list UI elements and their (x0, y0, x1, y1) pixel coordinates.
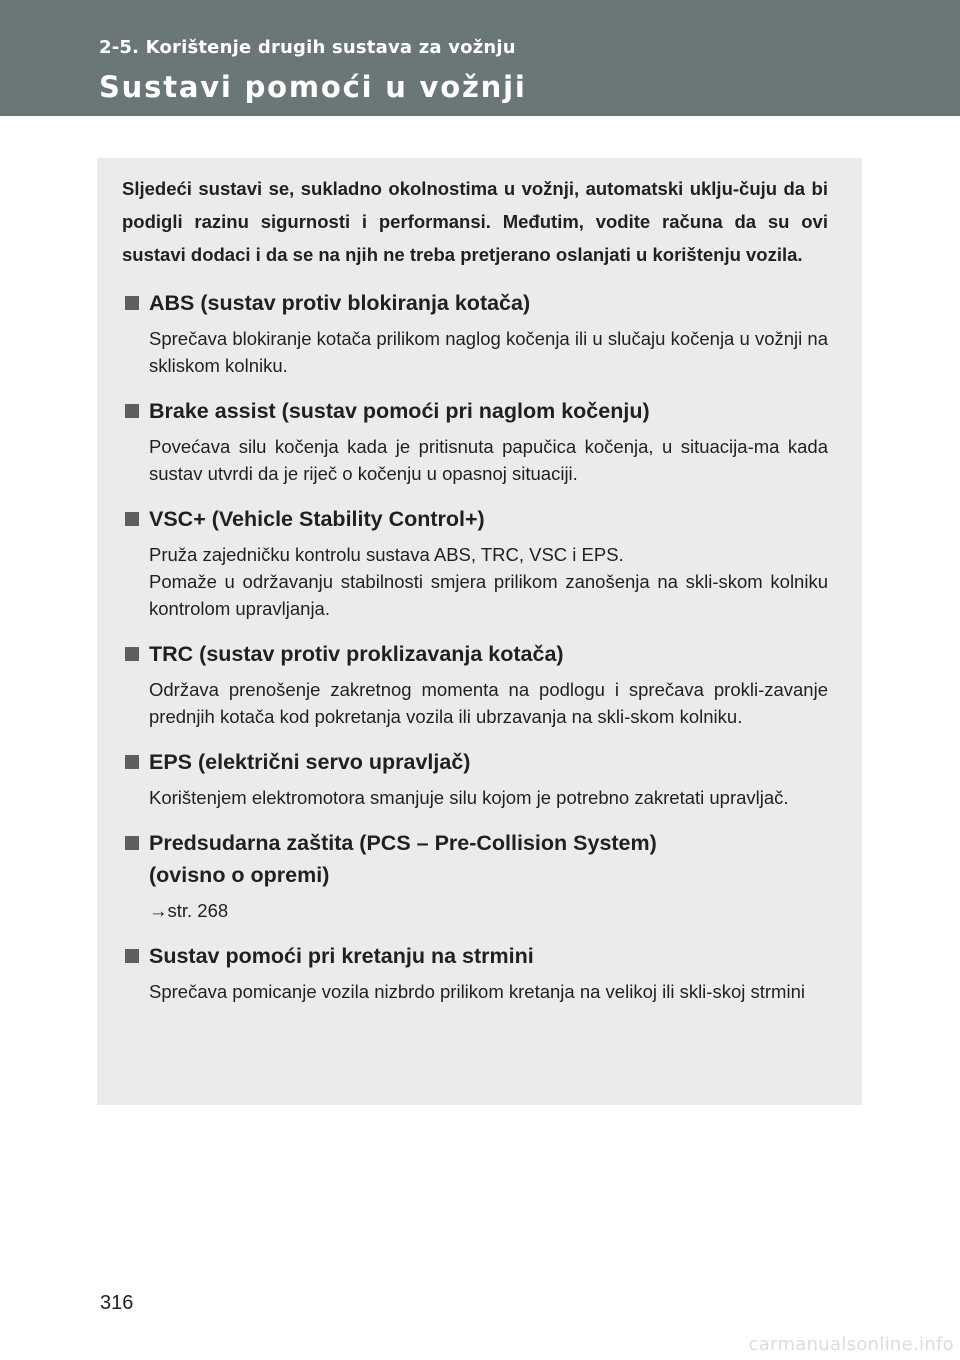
section-title-text: Sustav pomoći pri kretanju na strmini (149, 944, 534, 968)
section-heading (122, 746, 828, 778)
square-bullet-icon (125, 647, 139, 661)
square-bullet-icon (125, 512, 139, 526)
section-title-text: (ovisno o opremi) (149, 863, 330, 887)
section-abs (122, 287, 828, 379)
section-heading (122, 287, 828, 319)
page-number: 316 (100, 1292, 134, 1314)
section-body: Korištenjem elektromotora smanjuje silu kojom je potrebno zakretati upravljač. (149, 787, 789, 808)
arrow-right-icon: → (149, 900, 168, 921)
section-body-line: Pruža zajedničku kontrolu sustava ABS, TRC, VSC i EPS. (149, 544, 624, 565)
section-heading (122, 395, 828, 427)
section-title-text: Predsudarna zaštita (PCS – Pre-Collision System) (149, 831, 657, 855)
watermark: carmanualsonline.info (748, 1334, 954, 1355)
content-box (97, 158, 862, 1105)
section-trc (122, 638, 828, 730)
section-title-text: Brake assist (sustav pomoći pri naglom kočenju) (149, 399, 650, 423)
square-bullet-icon (125, 296, 139, 310)
section-body: Sprečava pomicanje vozila nizbrdo prilikom kretanja na velikoj ili skli-skoj strmini (149, 981, 805, 1002)
page-header (0, 0, 960, 116)
section-body: Sprečava blokiranje kotača prilikom naglog kočenja ili u slučaju kočenja u vožnji na skliskom kolniku. (149, 328, 828, 376)
page-reference-text: str. 268 (167, 900, 229, 921)
section-body: Održava prenošenje zakretnog momenta na podlogu i sprečava prokli-zavanje prednjih kotača kod pokretanja vozila ili ubrzavanja na skli-skom kolniku. (149, 679, 828, 727)
section-body: Povećava silu kočenja kada je pritisnuta papučica kočenja, u situacija-ma kada sustav utvrdi da je riječ o kočenju u opasnoj situaciji. (149, 436, 828, 484)
section-heading (122, 638, 828, 670)
intro-paragraph: Sljedeći sustavi se, sukladno okolnostima u vožnji, automatski uklju-čuju da bi podigli razinu sigurnosti i performansi. Međutim, vodite računa da su ovi sustavi dodaci i da se na njih ne treba pretjerano oslanjati u korištenju vozila. (122, 178, 828, 265)
square-bullet-icon (125, 755, 139, 769)
section-vsc (122, 503, 828, 622)
square-bullet-icon (125, 836, 139, 850)
section-heading (122, 940, 828, 972)
section-title-text: VSC+ (Vehicle Stability Control+) (149, 507, 485, 531)
square-bullet-icon (125, 949, 139, 963)
section-title: 2-5. Korištenje drugih sustava za vožnju (99, 37, 516, 58)
square-bullet-icon (125, 404, 139, 418)
section-body (122, 541, 828, 622)
section-eps (122, 746, 828, 811)
section-title-text: TRC (sustav protiv proklizavanja kotača) (149, 642, 564, 666)
page-reference (122, 897, 828, 924)
section-hill-start-assist (122, 940, 828, 1005)
section-heading (122, 503, 828, 535)
section-brake-assist (122, 395, 828, 487)
section-pcs (122, 827, 828, 924)
section-heading (122, 827, 828, 891)
section-body-line: Pomaže u održavanju stabilnosti smjera prilikom zanošenja na skli-skom kolniku kontrolom upravljanja. (149, 571, 828, 619)
page-heading: Sustavi pomoći u vožnji (99, 70, 527, 104)
section-title-text: EPS (električni servo upravljač) (149, 750, 471, 774)
section-title-text: ABS (sustav protiv blokiranja kotača) (149, 291, 531, 315)
